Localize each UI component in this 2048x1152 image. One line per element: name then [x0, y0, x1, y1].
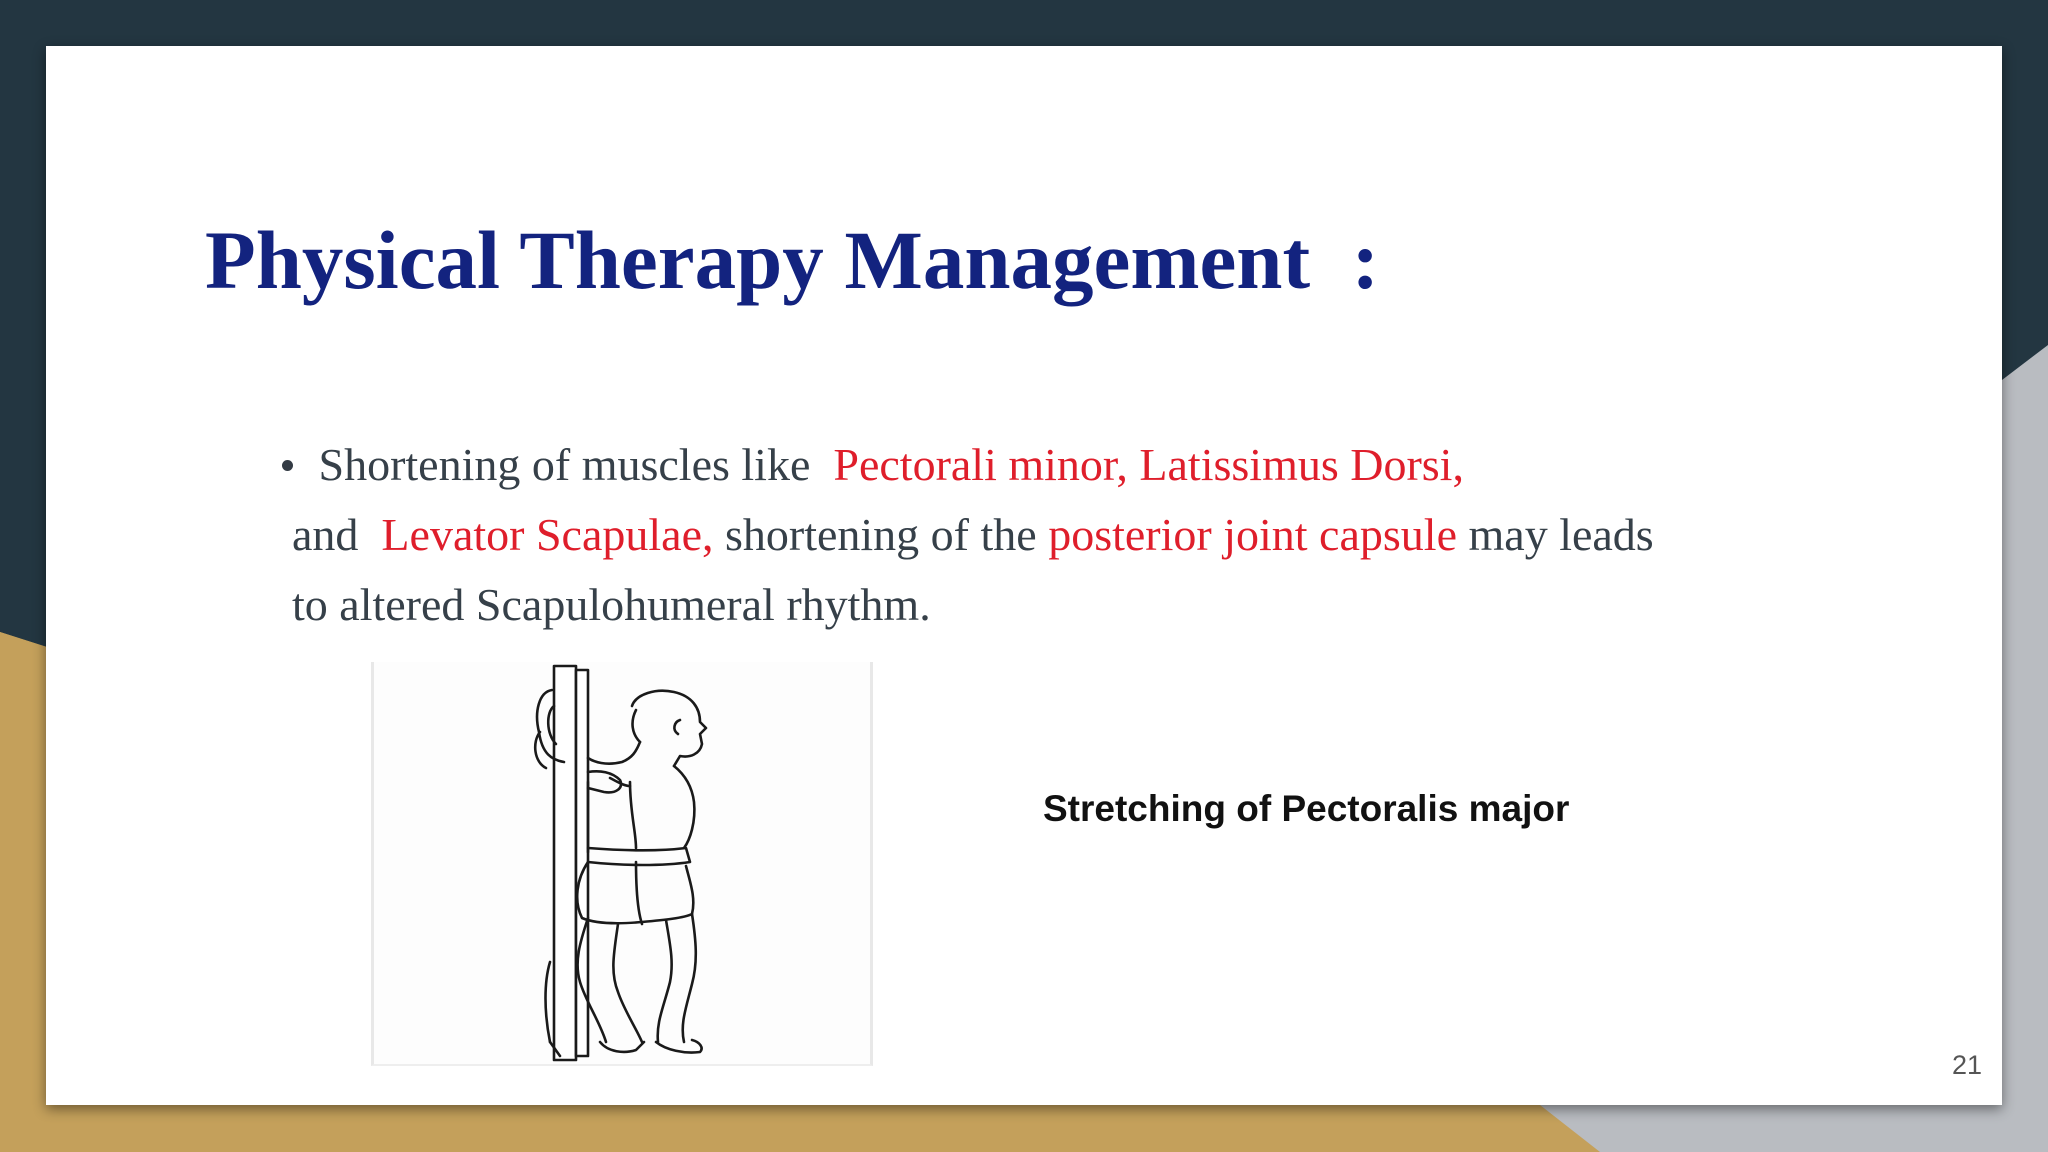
bullet-line-2 — [292, 500, 1887, 570]
person-stretching-icon — [374, 662, 870, 1064]
highlight-joint-capsule: posterior joint capsule — [1048, 509, 1457, 560]
bullet-line-1-prefix: Shortening of muscles like — [307, 439, 834, 490]
bullet-line-1 — [307, 430, 1887, 500]
highlight-muscles: Pectorali minor, Latissimus Dorsi, — [833, 439, 1464, 490]
slide — [46, 46, 2002, 1105]
page-number: 21 — [1951, 1050, 1982, 1080]
bullet-point-icon — [282, 460, 293, 471]
bullet-text — [292, 430, 1887, 640]
stretching-illustration — [371, 662, 873, 1066]
bullet-line-2-middle: shortening of the — [713, 509, 1049, 560]
highlight-levator-scapulae: Levator Scapulae, — [381, 509, 714, 560]
figure-caption: Stretching of Pectoralis major — [1043, 788, 1570, 829]
slide-title: Physical Therapy Management : — [205, 214, 1380, 306]
bullet-line-2-suffix: may leads — [1457, 509, 1654, 560]
bullet-line-3: to altered Scapulohumeral rhythm. — [292, 579, 931, 630]
bullet-line-2-prefix: and — [292, 509, 382, 560]
